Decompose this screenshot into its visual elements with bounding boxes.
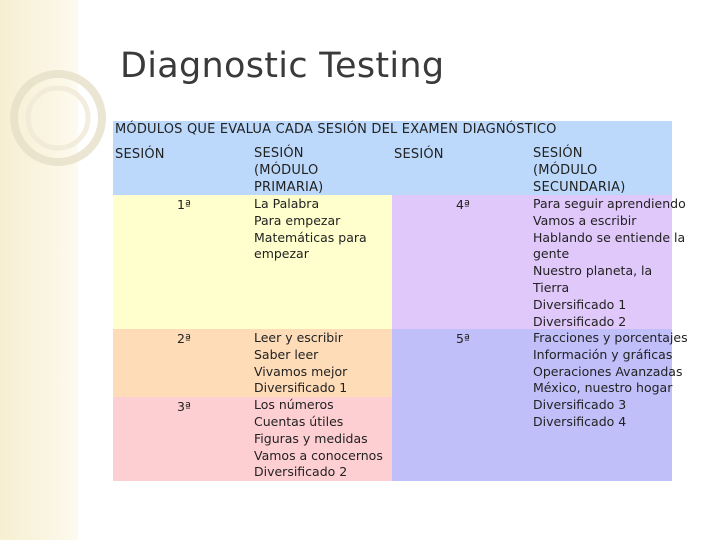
module-item: México, nuestro hogar: [533, 380, 673, 396]
module-item: Para empezar: [254, 212, 341, 228]
session5-modules: [533, 330, 688, 431]
module-item: Tierra: [533, 279, 570, 295]
decorative-ring-inner: [28, 88, 88, 148]
module-item: Información y gráficas: [533, 346, 673, 362]
module-item: Fracciones y porcentajes: [533, 330, 688, 345]
session-number: 1ª: [177, 197, 191, 212]
header-module-primary: [254, 146, 323, 196]
session-number: 4ª: [456, 197, 470, 212]
header-module-secondary-line: SECUNDARIA): [533, 179, 626, 195]
slide-title: Diagnostic Testing: [120, 46, 445, 86]
table-caption: MÓDULOS QUE EVALUA CADA SESIÓN DEL EXAMEN DIAGNÓSTICO: [115, 122, 557, 137]
module-item: Diversificado 1: [533, 296, 627, 312]
header-module-primary-line: SESIÓN: [254, 146, 304, 161]
session23-modules: [254, 330, 383, 481]
module-item: Diversificado 4: [533, 413, 627, 429]
module-item: Vivamos mejor: [254, 363, 348, 379]
header-module-primary-line: (MÓDULO: [254, 162, 319, 178]
modules-table: [113, 121, 688, 481]
session-number: 2ª: [177, 331, 191, 346]
module-item: Operaciones Avanzadas: [533, 363, 683, 379]
module-item: Diversificado 2: [254, 464, 348, 480]
session4-modules: [533, 196, 686, 330]
module-item: gente: [533, 246, 570, 262]
module-item: Matemáticas para: [254, 229, 367, 245]
session-number: 3ª: [177, 399, 191, 414]
module-item: Para seguir aprendiendo: [533, 196, 686, 211]
module-item: Los números: [254, 397, 334, 413]
module-item: Leer y escribir: [254, 330, 343, 345]
module-item: Nuestro planeta, la: [533, 263, 653, 279]
header-session-secondary: SESIÓN: [394, 147, 444, 162]
module-item: Vamos a conocernos: [254, 447, 383, 463]
header-module-secondary-line: SESIÓN: [533, 146, 583, 161]
module-item: Cuentas útiles: [254, 413, 344, 429]
module-item: La Palabra: [254, 196, 320, 211]
header-session-primary: SESIÓN: [115, 147, 165, 162]
module-item: Hablando se entiende la: [533, 229, 686, 245]
session-number: 5ª: [456, 331, 470, 346]
session1-modules: [254, 196, 367, 263]
header-module-secondary-line: (MÓDULO: [533, 162, 598, 178]
module-item: Diversificado 2: [533, 313, 627, 329]
module-item: Diversificado 3: [533, 397, 627, 413]
header-module-primary-line: PRIMARIA): [254, 179, 324, 195]
module-item: Saber leer: [254, 346, 319, 362]
module-item: Figuras y medidas: [254, 430, 368, 446]
decorative-rings: [0, 0, 120, 200]
header-module-secondary: [533, 146, 626, 196]
module-item: empezar: [254, 246, 309, 262]
module-item: Diversificado 1: [254, 380, 348, 396]
module-item: Vamos a escribir: [533, 212, 637, 228]
